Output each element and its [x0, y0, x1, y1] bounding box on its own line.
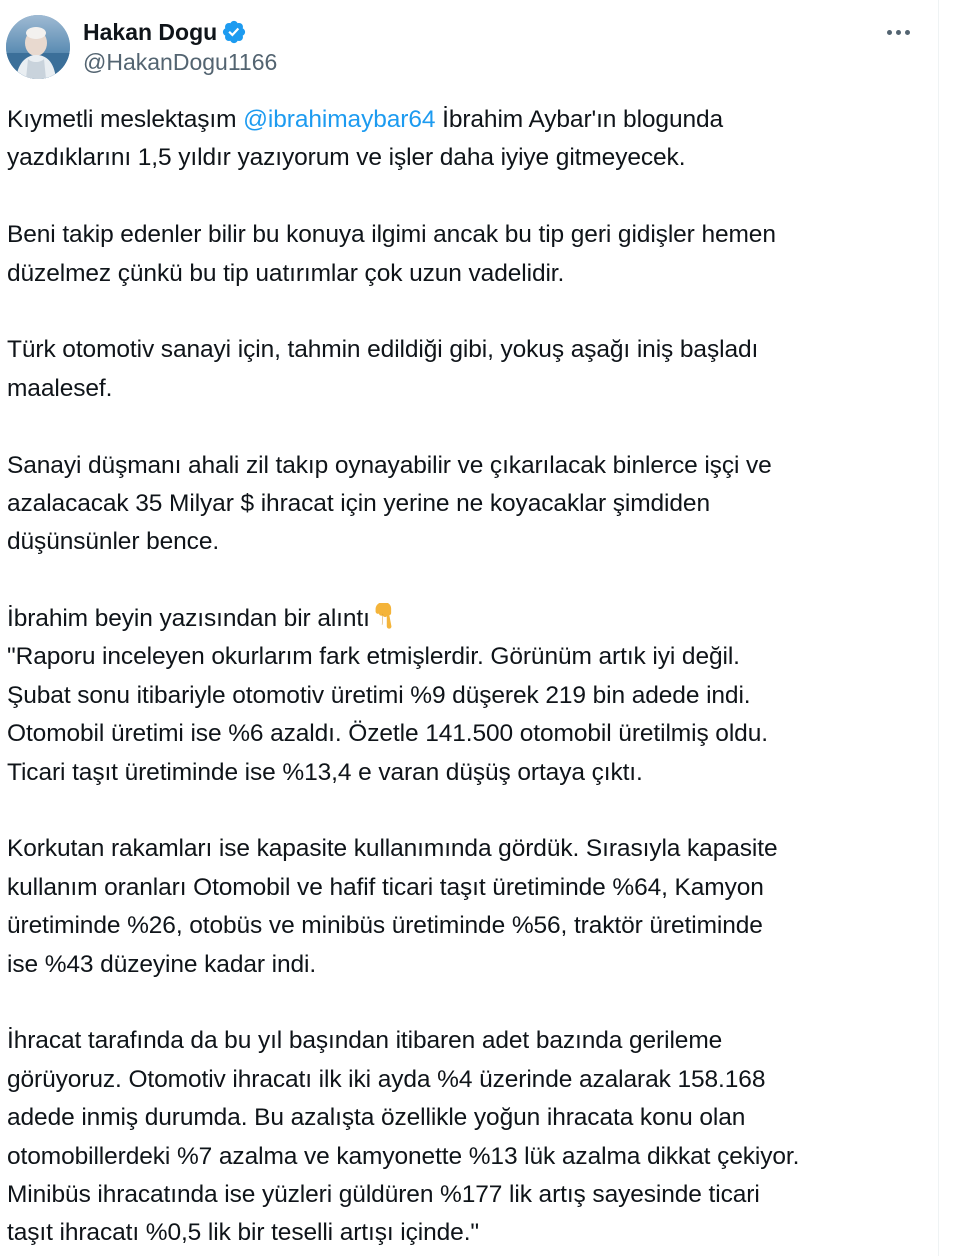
- tweet-line: azalacacak 35 Milyar $ ihracat için yerine ne koyacaklar şimdiden: [7, 489, 710, 517]
- tweet-paragraph: [7, 216, 927, 293]
- tweet-line: [7, 101, 927, 139]
- tweet-paragraph: [7, 600, 927, 792]
- tweet-line: üretiminde %26, otobüs ve minibüs üretiminde %56, traktör üretiminde: [7, 912, 763, 940]
- avatar[interactable]: [6, 15, 70, 79]
- tweet-line: Korkutan rakamları ise kapasite kullanımında gördük. Sırasıyla kapasite: [7, 835, 778, 863]
- tweet-line: "Raporu inceleyen okurlarım fark etmişlerdir. Görünüm artık iyi değil.: [7, 643, 740, 671]
- tweet-line: taşıt ihracatı %0,5 lik bir teselli artışı içinde.": [7, 1219, 480, 1247]
- author-display-name[interactable]: Hakan Dogu: [83, 18, 218, 45]
- tweet-line: ise %43 düzeyine kadar indi.: [7, 950, 317, 978]
- tweet-paragraph: [7, 331, 927, 408]
- tweet-line: düzelmez çünkü bu tip uatırımlar çok uzun vadelidir.: [7, 259, 565, 287]
- tweet-line: Minibüs ihracatında ise yüzleri güldüren %177 lik artış sayesinde ticari: [7, 1180, 760, 1208]
- author-handle[interactable]: @HakanDogu1166: [83, 49, 278, 75]
- avatar-photo: [6, 15, 70, 79]
- tweet-text-segment: Kıymetli meslektaşım: [7, 106, 244, 133]
- tweet-paragraph: [7, 1022, 927, 1252]
- tweet-line: adede inmiş durumda. Bu azalışta özellikle yoğun ihracata konu olan: [7, 1104, 746, 1132]
- column-divider: [938, 0, 939, 1256]
- tweet-line: Sanayi düşmanı ahali zil takıp oynayabilir ve çıkarılacak binlerce işçi ve: [7, 451, 772, 479]
- tweet-line: Şubat sonu itibariyle otomotiv üretimi %9 düşerek 219 bin adede indi.: [7, 681, 751, 709]
- tweet-paragraph: [7, 447, 927, 562]
- author-name-row: [83, 17, 277, 47]
- tweet-header: [0, 0, 938, 90]
- tweet-line: İhracat tarafında da bu yıl başından itibaren adet bazında gerileme: [7, 1027, 723, 1055]
- tweet-line: Ticari taşıt üretiminde ise %13,4 e varan düşüş ortaya çıktı.: [7, 758, 643, 786]
- tweet-line: maalesef.: [7, 374, 113, 402]
- tweet-line: Otomobil üretimi ise %6 azaldı. Özetle 141.500 otomobil üretilmiş oldu.: [7, 720, 768, 748]
- author-block[interactable]: [83, 17, 277, 76]
- tweet-text-segment: İbrahim beyin yazısından bir alıntı: [7, 605, 370, 633]
- tweet-line: düşünsünler bence.: [7, 528, 220, 556]
- pointing-down-icon: [372, 603, 400, 631]
- tweet-text: [7, 101, 927, 1253]
- mention-link[interactable]: @ibrahimaybar64: [243, 106, 436, 133]
- tweet-paragraph: [7, 830, 927, 984]
- more-horizontal-icon: [887, 30, 910, 35]
- tweet-line: Beni takip edenler bilir bu konuya ilgimi ancak bu tip geri gidişler hemen: [7, 221, 776, 249]
- tweet-text-segment: İbrahim Aybar'ın blogunda: [435, 106, 724, 133]
- tweet-line: Türk otomotiv sanayi için, tahmin edildiği gibi, yokuş aşağı iniş başladı: [7, 336, 759, 364]
- tweet-line: otomobillerdeki %7 azalma ve kamyonette %13 lük azalma dikkat çekiyor.: [7, 1142, 800, 1170]
- tweet-paragraph: [7, 101, 927, 178]
- tweet-line: [7, 600, 927, 638]
- tweet-line: kullanım oranları Otomobil ve hafif ticari taşıt üretiminde %64, Kamyon: [7, 873, 764, 901]
- tweet-line: görüyoruz. Otomotiv ihracatı ilk iki ayda %4 üzerinde azalarak 158.168: [7, 1065, 766, 1093]
- tweet-line: yazdıklarını 1,5 yıldır yazıyorum ve işler daha iyiye gitmeyecek.: [7, 144, 686, 172]
- verified-badge-icon: [221, 19, 247, 45]
- more-options-button[interactable]: [876, 16, 920, 48]
